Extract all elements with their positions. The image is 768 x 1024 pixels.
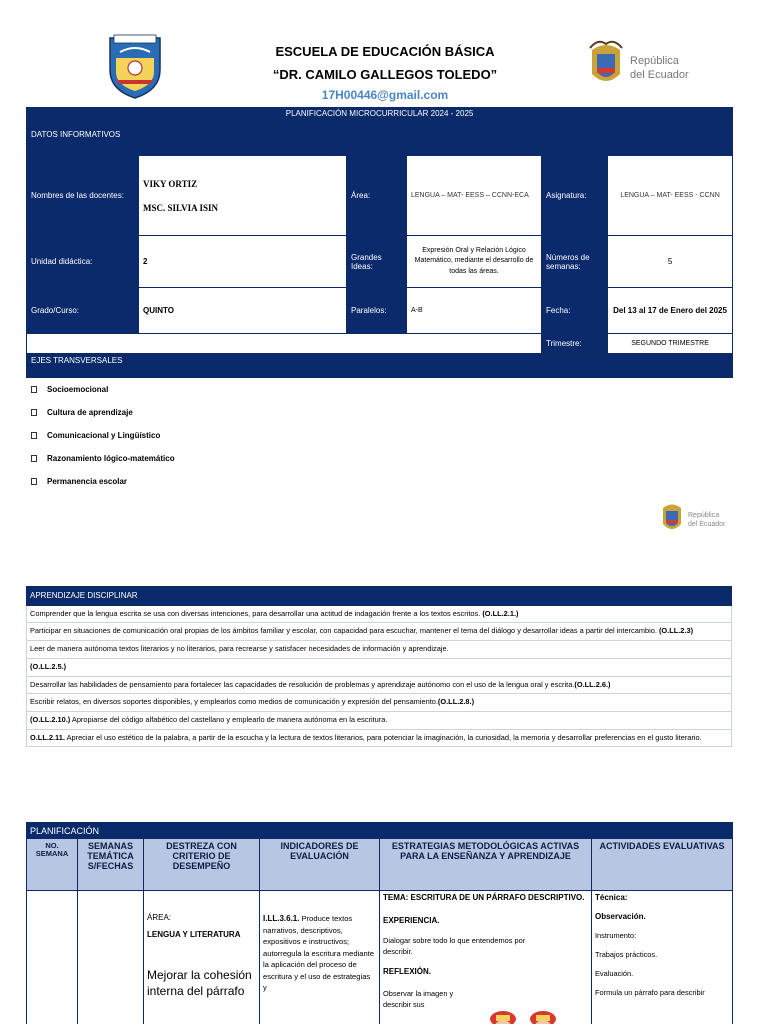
parallel-value: A-B <box>407 288 542 334</box>
teachers-value <box>139 156 347 236</box>
term-label: Trimestre: <box>542 334 608 354</box>
ideas-value: Expresión Oral y Relación Lógico Matemático, mediante el desarrollo de todas las áreas. <box>407 236 542 288</box>
header-strategies: ESTRATEGIAS METODOLÓGICAS ACTIVAS PARA LA ENSEÑANZA Y APRENDIZAJE <box>380 839 592 891</box>
transversal-list <box>27 378 733 494</box>
disciplinar-row: (O.LL.2.10.) Apropiarse del código alfabético del castellano y emplearlo de manera autónoma en la escritura. <box>27 712 732 730</box>
svg-text:República: República <box>630 55 679 67</box>
dates-cell <box>78 891 144 1024</box>
checkbox-icon[interactable] <box>31 455 37 462</box>
empty-cell <box>27 334 542 354</box>
disciplinar-row: O.LL.2.11. Apreciar el uso estético de la palabra, a partir de la escucha y la lectura de textos literarios, para potenciar la imaginación, la curiosidad, la memoria y desarrollar preferencias en el gusto literario. <box>27 729 732 747</box>
plan-title: PLANIFICACIÓN MICROCURRICULAR 2024 - 2025 <box>27 108 733 120</box>
observation: Observación. <box>595 912 646 921</box>
transversal-title: EJES TRANSVERSALES <box>27 354 733 378</box>
date-label: Fecha: <box>542 288 608 334</box>
transversal-item: Socioemocional <box>27 378 732 401</box>
school-logo <box>104 30 166 100</box>
ideas-label: Grandes Ideas: <box>347 236 407 288</box>
header-dates: SEMANAS TEMÁTICA S/FECHAS <box>78 839 144 891</box>
weeks-value: 5 <box>608 236 733 288</box>
disciplinar-title: APRENDIZAJE DISCIPLINAR <box>27 587 732 606</box>
svg-text:del Ecuador: del Ecuador <box>688 521 726 528</box>
checkbox-icon[interactable] <box>31 409 37 416</box>
experience-text: Dialogar sobre todo lo que entendemos por describir. <box>383 936 526 957</box>
teachers-label: Nombres de las docentes: <box>27 156 139 236</box>
area-value: LENGUA – MAT- EESS – CCNN-ECA <box>407 156 542 236</box>
transversal-item: Comunicacional y Lingüístico <box>27 424 732 447</box>
grade-label: Grado/Curso: <box>27 288 139 334</box>
disciplinar-row: (O.LL.2.5.) <box>27 658 732 676</box>
reflection-title: REFLEXIÓN. <box>383 967 432 977</box>
transversal-item: Permanencia escolar <box>27 470 732 493</box>
svg-text:del Ecuador: del Ecuador <box>630 69 689 81</box>
subject-value: LENGUA – MAT- EESS - CCNN <box>608 156 733 236</box>
ecuador-logo <box>588 38 714 92</box>
school-name: ESCUELA DE EDUCACIÓN BÁSICA <box>275 44 495 59</box>
checkbox-icon[interactable] <box>31 386 37 393</box>
strategy-cell <box>380 891 592 1024</box>
section-title: DATOS INFORMATIVOS <box>27 120 733 156</box>
checkbox-icon[interactable] <box>31 432 37 439</box>
planning-table <box>26 822 733 1024</box>
practical-works: Trabajos prácticos. <box>595 950 658 959</box>
header-skill: DESTREZA CON CRITERIO DE DESEMPEÑO <box>144 839 260 891</box>
transversal-item: Cultura de aprendizaje <box>27 401 732 424</box>
planning-title: PLANIFICACIÓN <box>27 823 733 839</box>
svg-text:República: República <box>688 512 720 519</box>
firefighter-kids-image <box>485 1009 565 1024</box>
school-subname: “DR. CAMILO GALLEGOS TOLEDO” <box>272 67 498 82</box>
area-value: LENGUA Y LITERATURA <box>147 930 241 939</box>
term-value: SEGUNDO TRIMESTRE <box>608 334 733 354</box>
activities-cell <box>592 891 733 1024</box>
evaluation: Evaluación. <box>595 969 634 978</box>
header-week: NO. SEMANA <box>27 839 78 891</box>
skill-cell <box>144 891 260 1024</box>
disciplinar-table <box>26 586 732 747</box>
unit-value: 2 <box>139 236 347 288</box>
technique-label: Técnica: <box>595 893 628 902</box>
parallel-label: Paralelos: <box>347 288 407 334</box>
school-email[interactable]: 17H00446@gmail.com <box>321 88 449 102</box>
area-label: Área: <box>347 156 407 236</box>
skill-text: Mejorar la cohesión interna del párrafo <box>147 968 252 999</box>
transversal-item: Razonamiento lógico-matemático <box>27 447 732 470</box>
area-label: ÁREA: <box>147 913 172 922</box>
unit-label: Unidad didáctica: <box>27 236 139 288</box>
weeks-label: Números de semanas: <box>542 236 608 288</box>
disciplinar-row: Escribir relatos, en diversos soportes disponibles, y emplearlos como medios de comunicación y expresión del pensamiento.(O.LL.2.8.) <box>27 694 732 712</box>
grade-value: QUINTO <box>139 288 347 334</box>
teacher-1: VIKY ORTIZ <box>143 178 198 189</box>
week-cell <box>27 891 78 1024</box>
info-table <box>26 107 733 494</box>
topic: TEMA: ESCRITURA DE UN PÁRRAFO DESCRIPTIVO. <box>383 893 585 902</box>
instrument-label: Instrumento: <box>595 931 637 940</box>
disciplinar-row: Leer de manera autónoma textos literarios y no literarios, para recrearse y satisfacer necesidades de información y aprendizaje. <box>27 641 732 659</box>
header-activities: ACTIVIDADES EVALUATIVAS <box>592 839 733 891</box>
ecuador-logo-small <box>660 500 742 536</box>
teacher-2: MSC. SILVIA ISIN <box>143 202 218 213</box>
subject-label: Asignatura: <box>542 156 608 236</box>
indicator-cell: I.LL.3.6.1. Produce textos narrativos, descriptivos, expositivos e instructivos; autorregula la escritura mediante la aplicación del proceso de escritura y el uso de estrategias y <box>260 891 380 1024</box>
checkbox-icon[interactable] <box>31 478 37 485</box>
disciplinar-row: Desarrollar las habilidades de pensamiento para fortalecer las capacidades de resolución de problemas y aprendizaje autónomo con el uso de la lengua oral y escrita.(O.LL.2.6.) <box>27 676 732 694</box>
disciplinar-row: Comprender que la lengua escrita se usa con diversas intenciones, para desarrollar una actitud de indagación frente a los textos escritos. (O.LL.2.1.) <box>27 605 732 623</box>
reflection-text: Observar la imagen y describir sus <box>383 989 454 1010</box>
formula-text: Formula un párrafo para describir <box>595 988 705 997</box>
disciplinar-row: Participar en situaciones de comunicación oral propias de los ámbitos familiar y escolar, con capacidad para escuchar, mantener el tema del diálogo y desarrollar ideas a partir del intercambio. (O.LL.2.3) <box>27 623 732 641</box>
header-indicators: INDICADORES DE EVALUACIÓN <box>260 839 380 891</box>
date-value: Del 13 al 17 de Enero del 2025 <box>608 288 733 334</box>
experience-title: EXPERIENCIA. <box>383 916 440 925</box>
